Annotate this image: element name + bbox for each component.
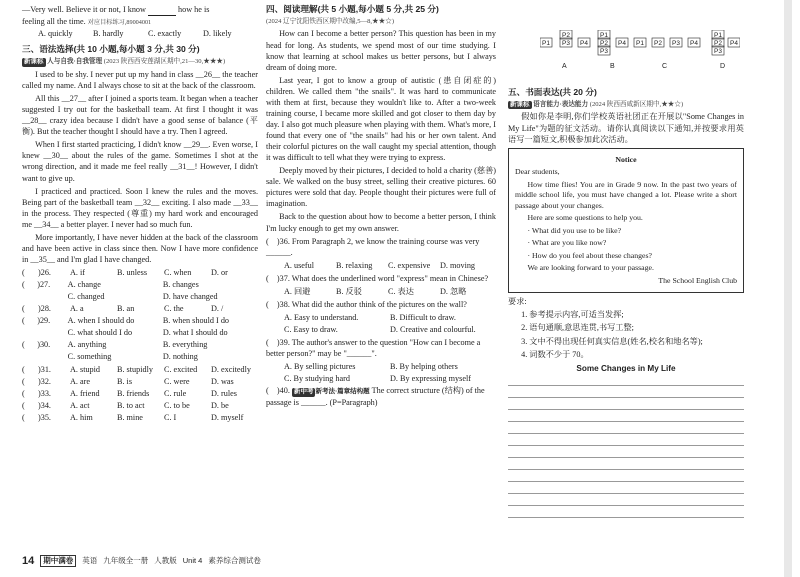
writing-line[interactable] (508, 374, 744, 386)
reading-question: ( )39. The author's answer to the question "How can I become a better person?" may be "______". (266, 338, 481, 359)
reading-option-row (266, 260, 496, 271)
option[interactable]: A. when I should do (67, 316, 135, 326)
page-edge (784, 0, 792, 577)
notice-q-intro: Here are some questions to help you. (527, 213, 643, 223)
option[interactable]: C. to be (164, 400, 190, 410)
option[interactable]: B. Difficult to draw. (390, 312, 456, 322)
grammar-question-row: ( )30. A. anything B. everything (22, 339, 258, 350)
grammar-question-row: ( )28. A. a B. an C. the D. / (22, 303, 258, 314)
notice-greeting: Dear students, (515, 167, 560, 177)
option[interactable]: B. an (117, 304, 135, 314)
option[interactable]: A. By selling pictures (284, 362, 356, 372)
option[interactable]: B. changes (162, 280, 199, 290)
reading-paragraph: How can I become a better person? This question has been in my head for long. As students, we spend most of our time studying. I know that learning at school makes us better persons, but I always dream of doing more. (266, 29, 496, 72)
writing-line[interactable] (508, 506, 744, 518)
notice-title: Notice (615, 154, 637, 164)
option[interactable]: C. expensive (388, 260, 431, 270)
diagram-label-a: A (562, 63, 567, 70)
notice-question: · What did you use to be like? (527, 225, 622, 235)
option[interactable]: C. I (164, 412, 177, 422)
option[interactable]: D. was (211, 376, 234, 386)
svg-text:P3: P3 (714, 48, 722, 55)
option[interactable]: B. By helping others (390, 362, 458, 372)
requirement: 2. 语句通顺,意思连贯,书写工整; (521, 323, 634, 333)
grammar-paragraph: When I first started practicing, I didn't know __29__. Even worse, I knew __30__ about the rules of the game. Sometimes I shot at the wrong direction, and it made me feel really __31__! However, I didn't want to give up. (22, 140, 258, 183)
writing-line[interactable] (508, 470, 744, 482)
reading-option-row (266, 324, 496, 335)
option[interactable]: C. 表达 (388, 286, 414, 296)
section-title-grammar: 三、语法选择(共 10 小题,每小题 3 分,共 30 分) (22, 44, 200, 55)
requirement: 1. 参考提示内容,可适当发挥; (521, 310, 624, 320)
svg-text:P2: P2 (562, 32, 570, 39)
grammar-paragraph: I used to be shy. I never put up my hand in class __26__ the teacher called my name. And I always chose to sit at the back of the classroom. (22, 69, 258, 91)
option[interactable]: C. By studying hard (284, 374, 350, 384)
reading-question: ( )36. From Paragraph 2, we know the training course was very ______. (266, 236, 480, 257)
option[interactable]: B. 反驳 (336, 286, 362, 296)
option[interactable]: C. excited (164, 364, 198, 374)
question-40: ( )40. 新中考 新考法·篇章结构题 The correct structure (结构) of the passage is ______. (P=Paragraph) (266, 386, 485, 408)
writing-lines (508, 374, 744, 518)
option[interactable]: B. unless (117, 268, 148, 278)
grammar-paragraph: I practiced and practiced. Soon I knew the rules and the moves. Being part of the basketball team __32__ exciting. I also made __33__ in the process. They respected (尊重) my hard work and encouraged me __34__ a better player. I never had so much fun. (22, 186, 258, 229)
option[interactable]: A. him (70, 412, 93, 422)
option[interactable]: C. something (67, 352, 112, 362)
option[interactable]: B. to act (117, 400, 145, 410)
option[interactable]: A. 回避 (284, 286, 311, 296)
option[interactable]: B. is (117, 376, 133, 386)
option[interactable]: B. friends (117, 388, 150, 398)
reading-paragraph: Deeply moved by their pictures, I decided to hold a charity (慈善) sale. We walked on the busy street, selling their creative pictures. 60 pictures were sold that day. People thought their pictures were full of imagination. (266, 166, 497, 209)
writing-intro: 假如你是李明,你们学校英语社团正在开展以"Some Changes in My Life"为题的征文活动。请你认真阅读以下通知,并按要求用英语写一篇短文,积极参加此次活动。 (508, 112, 744, 144)
option[interactable]: D. excitedly (211, 364, 252, 374)
writing-line[interactable] (508, 386, 744, 398)
requirement: 4. 词数不少于 70。 (521, 349, 589, 359)
option[interactable]: A. a (70, 304, 84, 314)
option[interactable]: D. moving (440, 260, 476, 270)
reading-question: ( )37. What does the underlined word "express" mean in Chinese? (266, 273, 489, 283)
option[interactable]: C. Easy to draw. (284, 325, 338, 335)
notice-question: · How do you feel about these changes? (527, 250, 652, 260)
option[interactable]: D. / (211, 304, 224, 314)
column-writing (508, 82, 744, 518)
svg-text:P3: P3 (672, 40, 680, 47)
option[interactable]: A. Easy to understand. (284, 312, 359, 322)
top-line: —Very well. Believe it or not, I know how he is (22, 4, 258, 16)
essay-title: Some Changes in My Life (576, 363, 676, 373)
notice-box (508, 148, 744, 294)
svg-text:P2: P2 (654, 40, 662, 47)
page-number: 14 (22, 555, 35, 567)
grammar-question-row (22, 327, 258, 338)
option[interactable]: B. everything (162, 340, 208, 350)
grammar-question-row (22, 351, 258, 362)
grammar-question-row: ( )35. A. him B. mine C. I D. myself (22, 412, 258, 423)
reading-paragraph: Back to the question about how to become a better person, I think I'm lucky enough to get my own answer. (266, 212, 496, 233)
grammar-question-row: ( )27. A. change B. changes (22, 279, 258, 290)
svg-text:P4: P4 (730, 40, 738, 47)
grammar-questions (22, 267, 258, 423)
svg-text:P4: P4 (690, 40, 698, 47)
option[interactable]: D. Creative and colourful. (390, 325, 476, 335)
option[interactable]: A. useful (284, 260, 315, 270)
grammar-question-row: ( )32. A. are B. is C. were D. was (22, 376, 258, 387)
grammar-question-row: ( )31. A. stupid B. stupidly C. excited D. excitedly (22, 364, 258, 375)
option[interactable]: B. relaxing (336, 260, 373, 270)
requirements-title: 要求: (508, 297, 527, 307)
svg-text:P1: P1 (636, 40, 644, 47)
structure-diagram (540, 30, 740, 78)
diagram-label-d: D (720, 63, 726, 70)
option[interactable]: C. what should I do (67, 328, 133, 338)
option[interactable]: C. the (164, 304, 184, 314)
svg-text:P3: P3 (600, 48, 608, 55)
svg-text:P4: P4 (618, 40, 626, 47)
option[interactable]: C. were (164, 376, 190, 386)
option[interactable]: D. what I should do (162, 328, 228, 338)
column-grammar (22, 0, 258, 424)
notice-sign: The School English Club (658, 275, 737, 285)
page-footer (22, 554, 261, 569)
option[interactable]: C. when (164, 268, 192, 278)
section-title-writing: 五、书面表达(共 20 分) (508, 87, 597, 97)
option[interactable]: A. stupid (70, 364, 101, 374)
reading-option-row (266, 361, 496, 372)
reading-questions (266, 236, 496, 385)
writing-line[interactable] (508, 410, 744, 422)
option[interactable]: D. or (211, 268, 228, 278)
option[interactable]: D. have changed (162, 292, 218, 302)
reading-option-row (266, 373, 496, 384)
footer-subject: 英语 (82, 556, 98, 566)
grammar-question-row: ( )26. A. if B. unless C. when D. or (22, 267, 258, 278)
diagram-label-b: B (610, 63, 615, 70)
grammar-question-row: ( )34. A. act B. to act C. to be D. be (22, 400, 258, 411)
writing-line[interactable] (508, 398, 744, 410)
option[interactable]: D. be (211, 400, 229, 410)
writing-line[interactable] (508, 458, 744, 470)
grammar-question-row: ( )29. A. when I should do B. when should I do (22, 315, 258, 326)
requirement: 3. 文中不得出现任何真实信息(姓名,校名和地名等); (521, 336, 703, 346)
grammar-question-row: ( )33. A. friend B. friends C. rule D. rules (22, 388, 258, 399)
svg-text:P3: P3 (562, 40, 570, 47)
option[interactable]: C. changed (67, 292, 105, 302)
notice-question: · What are you like now? (527, 238, 607, 248)
grammar-question-row (22, 291, 258, 302)
grammar-paragraph: All this __27__ after I joined a sports team. It began when a teacher suggested I try out for the basketball team. At first I thought it was __28__ crazy idea because I didn't have a good sense of balance (平衡). But the teacher thought I should have a try. Then I agreed. (22, 94, 258, 137)
top-options: A. quickly B. hardly C. exactly D. likely (38, 29, 232, 39)
svg-text:P1: P1 (542, 40, 550, 47)
reading-option-row (266, 312, 496, 323)
option[interactable]: B. stupidly (117, 364, 153, 374)
option[interactable]: A. are (70, 376, 91, 386)
option[interactable]: A. if (70, 268, 86, 278)
svg-text:P1: P1 (714, 32, 722, 39)
option[interactable]: D. 忽略 (440, 286, 467, 296)
grammar-paragraph: More importantly, I have never hidden at the back of the classroom and have been active in class since then. Now I have more confidence in __35__ and I'm glad I have changed. (22, 232, 258, 264)
writing-line[interactable] (508, 422, 744, 434)
option[interactable]: B. mine (117, 412, 143, 422)
footer-box: 期中满卷 (40, 555, 76, 567)
svg-text:P4: P4 (580, 40, 588, 47)
option[interactable]: A. act (70, 400, 90, 410)
option[interactable]: D. rules (211, 388, 237, 398)
option[interactable]: D. nothing (162, 352, 198, 362)
svg-text:P1: P1 (600, 32, 608, 39)
footer-edition: 人教版 (154, 556, 177, 566)
footer-test: 素养综合测试卷 (208, 556, 261, 566)
writing-line[interactable] (508, 482, 744, 494)
section-source: 新课标 人与自我·自我管理 (2023 陕西西安莲湖区期中,21—30,★★★) (24, 58, 226, 66)
footer-unit: Unit 4 (182, 556, 203, 566)
reading-option-row (266, 286, 496, 297)
writing-line[interactable] (508, 494, 744, 506)
svg-text:P2: P2 (714, 40, 722, 47)
footer-grade: 九年级全一册 (103, 556, 149, 566)
option[interactable]: A. change (67, 280, 101, 290)
option[interactable]: B. when should I do (162, 316, 230, 326)
option[interactable]: A. anything (67, 340, 107, 350)
option[interactable]: A. friend (70, 388, 100, 398)
notice-close: We are looking forward to your passage. (527, 263, 654, 273)
reading-question: ( )38. What did the author think of the pictures on the wall? (266, 299, 467, 309)
writing-line[interactable] (508, 446, 744, 458)
svg-text:P2: P2 (600, 40, 608, 47)
option[interactable]: D. By expressing myself (390, 374, 471, 384)
top-line-2: feeling all the time. 对应目标练习,89004001 (22, 17, 152, 27)
diagram-label-c: C (662, 63, 668, 70)
writing-line[interactable] (508, 434, 744, 446)
section-source: 新课标 语言能力·表达能力 (2024 陕西西咸新区期中,★★☆) (510, 100, 684, 108)
section-source: (2024 辽宁沈阳铁西区期中改编,5—8,★★☆) (266, 17, 395, 25)
column-reading (266, 0, 496, 408)
section-title-reading: 四、阅读理解(共 5 小题,每小题 5 分,共 25 分) (266, 4, 439, 14)
option[interactable]: D. myself (211, 412, 244, 422)
option[interactable]: C. rule (164, 388, 187, 398)
notice-body: How time flies! You are in Grade 9 now. In the past two years of middle school life, you must have changed a lot. Please write a short passage about your changes. (515, 179, 737, 210)
reading-paragraph: Last year, I got to know a group of autistic (患自闭症的) children. We called them "the snails". It was hard to communicate with them at first, because they wouldn't like to. After a two-week training course, I became more skilled and got closer to them day by day. I also got much pleasure when playing with them. What's more, I found that every one of "the snails" had his or her own talent. And their colorful pictures on the wall caught my special attention, though it was difficult to tell what they were trying to express. (266, 75, 496, 163)
